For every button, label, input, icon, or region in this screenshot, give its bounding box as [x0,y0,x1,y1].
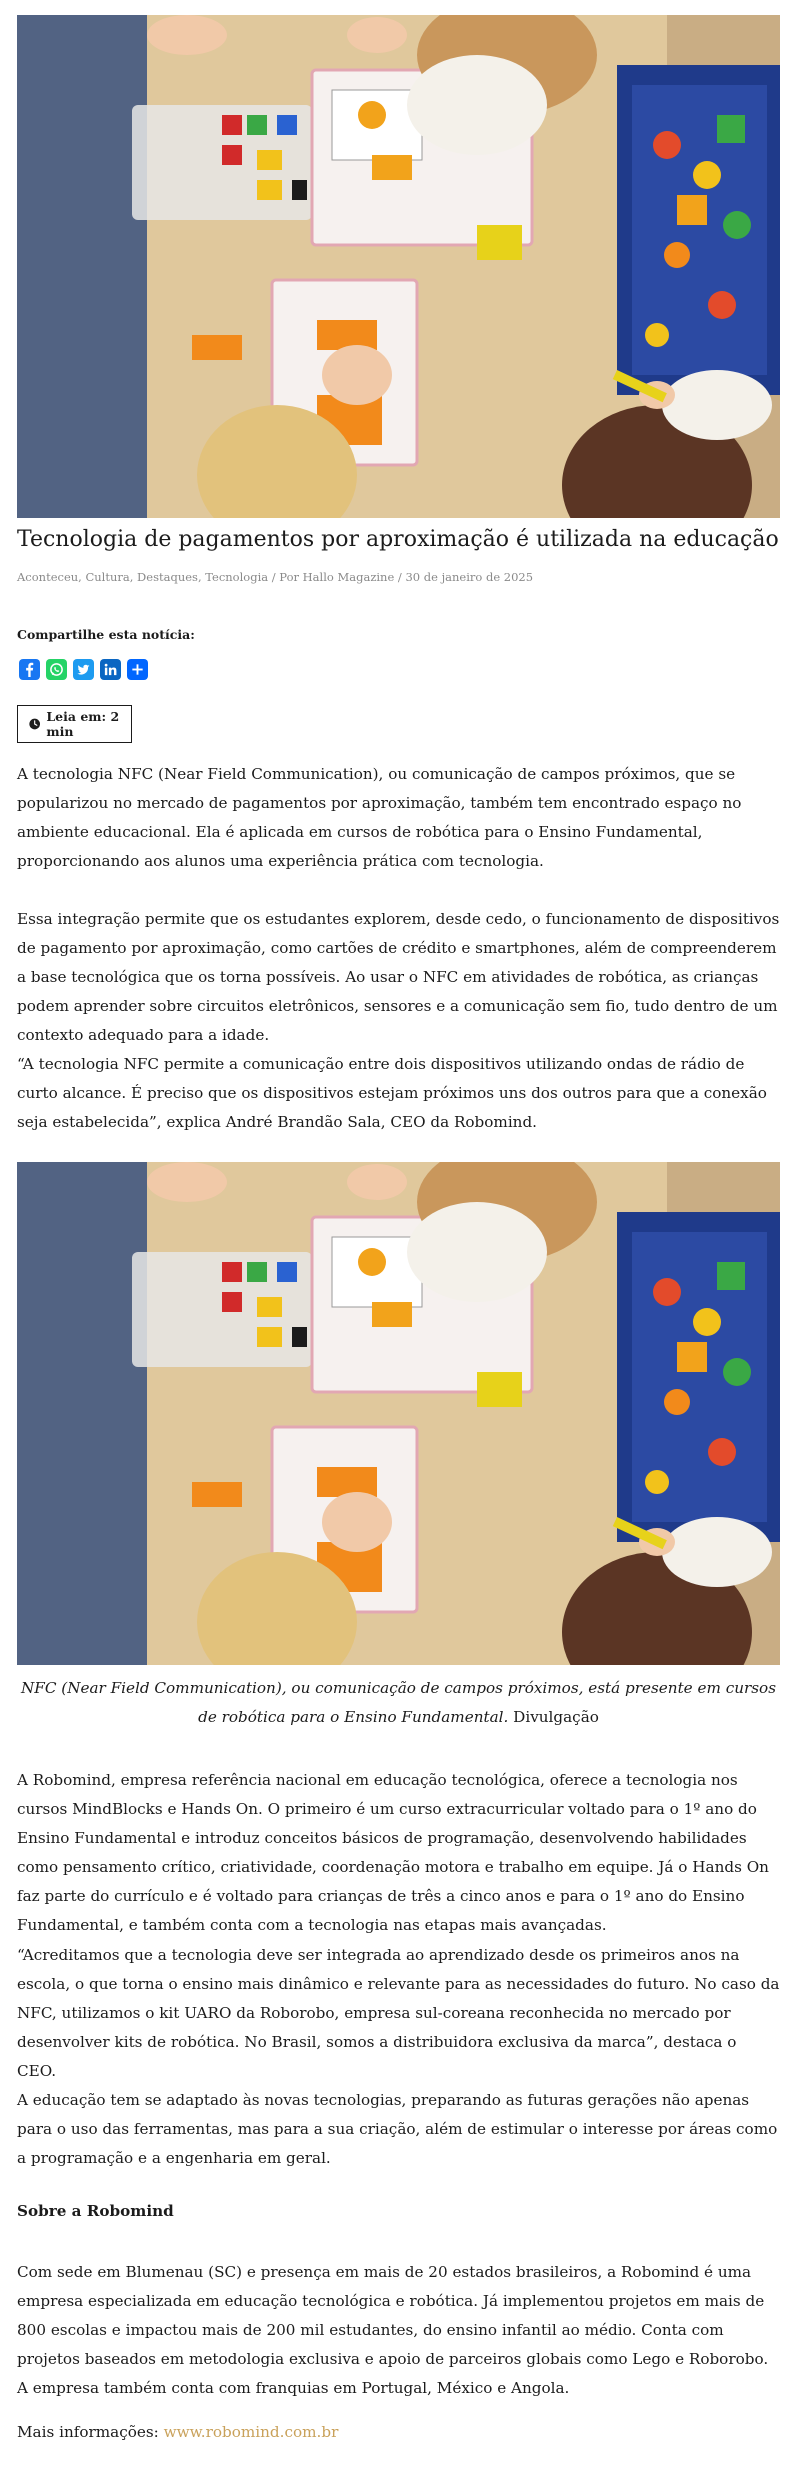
facebook-icon [22,662,37,677]
article-paragraph: “A tecnologia NFC permite a comunicação entre dois dispositivos utilizando ondas de rádio de curto alcance. É preciso que os dispositivos estejam próximos uns dos outros para que a conexão seja estabelecida”, explica André Brandão Sala, CEO da Robomind. [17,1055,767,1131]
article-paragraph: Essa integração permite que os estudantes explorem, desde cedo, o funcionamento de dispositivos de pagamento por aproximação, como cartões de crédito e smartphones, além de compreenderem a base tecnológica que os torna possíveis. Ao usar o NFC em atividades de robótica, as crianças podem aprender sobre circuitos eletrônicos, sensores e a comunicação sem fio, tudo dentro de um contexto adequado para a idade. [17,910,780,1044]
linkedin-icon [103,662,118,677]
image-caption [17,1674,780,1732]
share-plus-icon [130,662,145,677]
linkedin-share-button[interactable] [100,659,121,680]
kids-robotics-photo [17,1162,780,1665]
article-paragraph: A tecnologia NFC (Near Field Communication), ou comunicação de campos próximos, que se popularizou no mercado de pagamentos por aproximação, também tem encontrado espaço no ambiente educacional. Ela é aplicada em cursos de robótica para o Ensino Fundamental, proporcionando aos alunos uma experiência prática com tecnologia. [17,765,742,870]
article-title: Tecnologia de pagamentos por aproximação é utilizada na educação [17,527,779,552]
twitter-share-button[interactable] [73,659,94,680]
category-link[interactable]: Cultura [85,570,130,584]
read-time-box [17,705,132,743]
meta-separator: / [394,570,406,584]
whatsapp-share-button[interactable] [46,659,67,680]
category-link[interactable]: Destaques [137,570,198,584]
article-paragraph: Com sede em Blumenau (SC) e presença em mais de 20 estados brasileiros, a Robomind é uma empresa especializada em educação tecnológica e robótica. Já implementou projetos em mais de 800 escolas e impactou mais de 200 mil estudantes, do ensino infantil ao médio. Conta com projetos baseados em metodologia exclusiva e apoio de parceiros globais como Lego e Roborobo. A empresa também conta com franquias em Portugal, México e Angola. [17,2263,769,2397]
caption-credit: Divulgação [508,1708,599,1726]
article-meta: Aconteceu, Cultura, Destaques, Tecnologia / Por Hallo Magazine / 30 de janeiro de 2025 [17,570,534,584]
caption-text: NFC (Near Field Communication), ou comunicação de campos próximos, está presente em cursos de robótica para o Ensino Fundamental. [21,1679,776,1726]
inline-article-image [17,1162,780,1665]
share-buttons [19,659,148,680]
article-paragraph: A educação tem se adaptado às novas tecnologias, preparando as futuras gerações não apenas para o uso das ferramentas, mas para a sua criação, além de estimular o interesse por áreas como a programação e a engenharia em geral. [17,2091,778,2167]
category-link[interactable]: Aconteceu [17,570,79,584]
article-paragraph: “Acreditamos que a tecnologia deve ser integrada ao aprendizado desde os primeiros anos na escola, o que torna o ensino mais dinâmico e relevante para as necessidades do futuro. No caso da NFC, utilizamos o kit UARO da Roborobo, empresa sul-coreana reconhecida no mercado por desenvolver kits de robótica. No Brasil, somos a distribuidora exclusiva da marca”, destaca o CEO. [17,1946,780,2080]
more-share-button[interactable] [127,659,148,680]
kids-robotics-photo [17,15,780,518]
whatsapp-icon [49,662,64,677]
facebook-share-button[interactable] [19,659,40,680]
more-info [17,2418,338,2447]
twitter-icon [76,662,91,677]
author-prefix: / Por [268,570,303,584]
more-info-label: Mais informações: [17,2423,164,2441]
share-label: Compartilhe esta notícia: [17,627,195,642]
section-heading: Sobre a Robomind [17,2202,174,2220]
article-paragraph: A Robomind, empresa referência nacional em educação tecnológica, oferece a tecnologia nos cursos MindBlocks e Hands On. O primeiro é um curso extracurricular voltado para o 1º ano do Ensino Fundamental e introduz conceitos básicos de programação, desenvolvendo habilidades como pensamento crítico, criatividade, coordenação motora e trabalho em equipe. Já o Hands On faz parte do currículo e é voltado para crianças de três a cinco anos e para o 1º ano do Ensino Fundamental, e também conta com a tecnologia nas etapas mais avançadas. [17,1771,769,1934]
read-time-text: Leia em: 2 min [46,709,120,739]
clock-icon [29,717,40,731]
featured-image [17,15,780,518]
publish-date: 30 de janeiro de 2025 [405,570,534,584]
website-link[interactable]: www.robomind.com.br [163,2423,339,2441]
author-link[interactable]: Hallo Magazine [302,570,395,584]
category-link[interactable]: Tecnologia [205,570,269,584]
